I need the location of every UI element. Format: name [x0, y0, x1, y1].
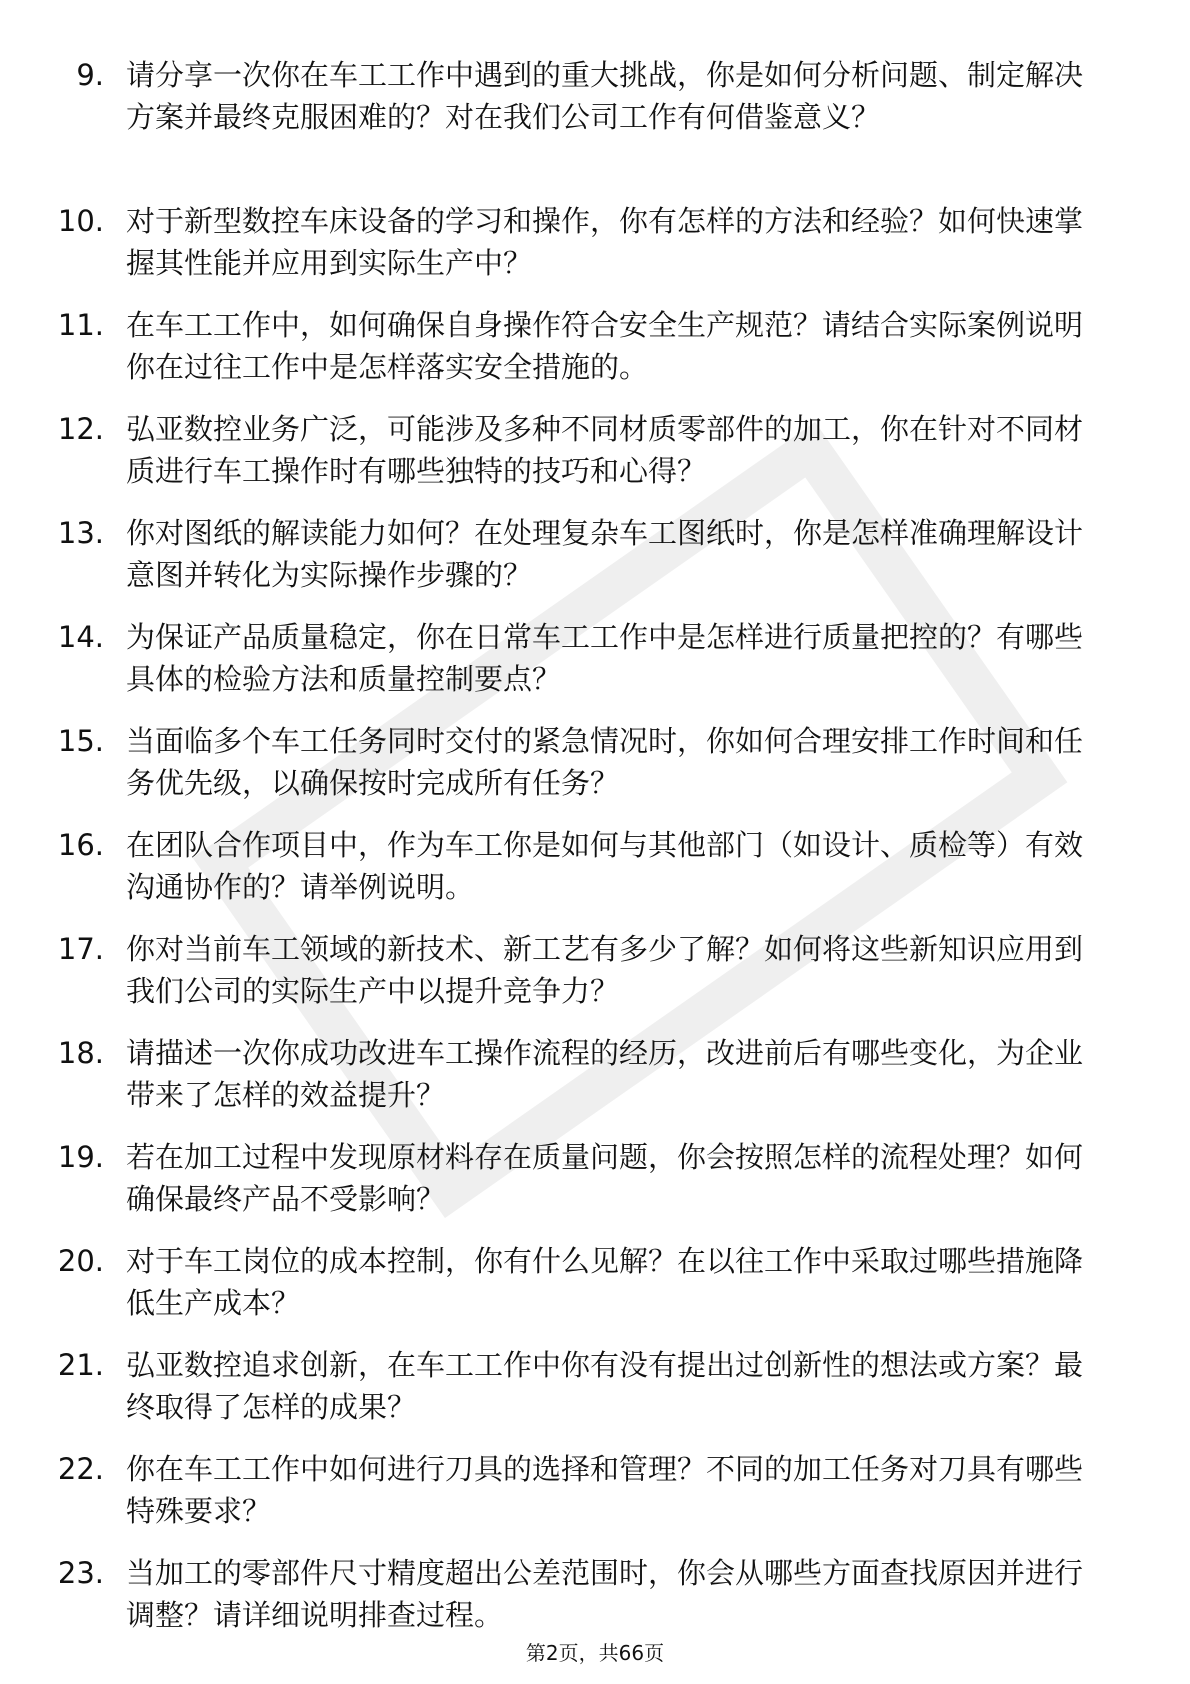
question-number: 21. [57, 1348, 104, 1382]
question-number: 9. [76, 58, 104, 92]
question-number: 11. [57, 308, 104, 342]
question-text: 弘亚数控业务广泛，可能涉及多种不同材质零部件的加工，你在针对不同材质进行车工操作时有哪些独特的技巧和心得？ [126, 412, 1084, 488]
question-number: 12. [57, 412, 104, 446]
list-item [0, 612, 1190, 716]
question-number: 14. [57, 620, 104, 654]
list-item [0, 820, 1190, 924]
question-number: 13. [57, 516, 104, 550]
question-number: 10. [57, 204, 104, 238]
list-item [0, 404, 1190, 508]
question-text: 你在车工工作中如何进行刀具的选择和管理？不同的加工任务对刀具有哪些特殊要求？ [126, 1452, 1084, 1528]
question-number: 16. [57, 828, 104, 862]
question-text: 请描述一次你成功改进车工操作流程的经历，改进前后有哪些变化，为企业带来了怎样的效益提升？ [126, 1036, 1084, 1112]
question-text: 弘亚数控追求创新，在车工工作中你有没有提出过创新性的想法或方案？最终取得了怎样的成果？ [126, 1348, 1084, 1424]
list-item [0, 924, 1190, 1028]
list-item [0, 300, 1190, 404]
question-text: 对于车工岗位的成本控制，你有什么见解？在以往工作中采取过哪些措施降低生产成本？ [126, 1244, 1084, 1320]
question-number: 15. [57, 724, 104, 758]
question-number: 19. [57, 1140, 104, 1174]
question-number: 20. [57, 1244, 104, 1278]
question-text: 当加工的零部件尺寸精度超出公差范围时，你会从哪些方面查找原因并进行调整？请详细说明排查过程。 [126, 1556, 1084, 1632]
question-number: 18. [57, 1036, 104, 1070]
question-text: 若在加工过程中发现原材料存在质量问题，你会按照怎样的流程处理？如何确保最终产品不受影响？ [126, 1140, 1084, 1216]
list-item [0, 1028, 1190, 1132]
list-item [0, 1444, 1190, 1548]
list-item [0, 50, 1190, 196]
question-text: 请分享一次你在车工工作中遇到的重大挑战，你是如何分析问题、制定解决方案并最终克服困难的？对在我们公司工作有何借鉴意义？ [126, 58, 1084, 134]
list-item [0, 1132, 1190, 1236]
question-text: 对于新型数控车床设备的学习和操作，你有怎样的方法和经验？如何快速掌握其性能并应用到实际生产中？ [126, 204, 1084, 280]
question-number: 17. [57, 932, 104, 966]
list-item [0, 1548, 1190, 1652]
question-text: 在车工工作中，如何确保自身操作符合安全生产规范？请结合实际案例说明你在过往工作中是怎样落实安全措施的。 [126, 308, 1084, 384]
question-text: 当面临多个车工任务同时交付的紧急情况时，你如何合理安排工作时间和任务优先级，以确保按时完成所有任务？ [126, 724, 1084, 800]
list-item [0, 1340, 1190, 1444]
question-text: 在团队合作项目中，作为车工你是如何与其他部门（如设计、质检等）有效沟通协作的？请举例说明。 [126, 828, 1084, 904]
list-item [0, 716, 1190, 820]
list-item [0, 508, 1190, 612]
page-footer [0, 1640, 1190, 1666]
question-list [0, 50, 1190, 1652]
list-item [0, 196, 1190, 300]
question-text: 你对当前车工领域的新技术、新工艺有多少了解？如何将这些新知识应用到我们公司的实际生产中以提升竞争力？ [126, 932, 1084, 1008]
question-text: 为保证产品质量稳定，你在日常车工工作中是怎样进行质量把控的？有哪些具体的检验方法和质量控制要点？ [126, 620, 1084, 696]
question-number: 23. [57, 1556, 104, 1590]
question-number: 22. [57, 1452, 104, 1486]
page-number-label: 第2页，共66页 [525, 1641, 665, 1665]
question-text: 你对图纸的解读能力如何？在处理复杂车工图纸时，你是怎样准确理解设计意图并转化为实际操作步骤的？ [126, 516, 1084, 592]
list-item [0, 1236, 1190, 1340]
